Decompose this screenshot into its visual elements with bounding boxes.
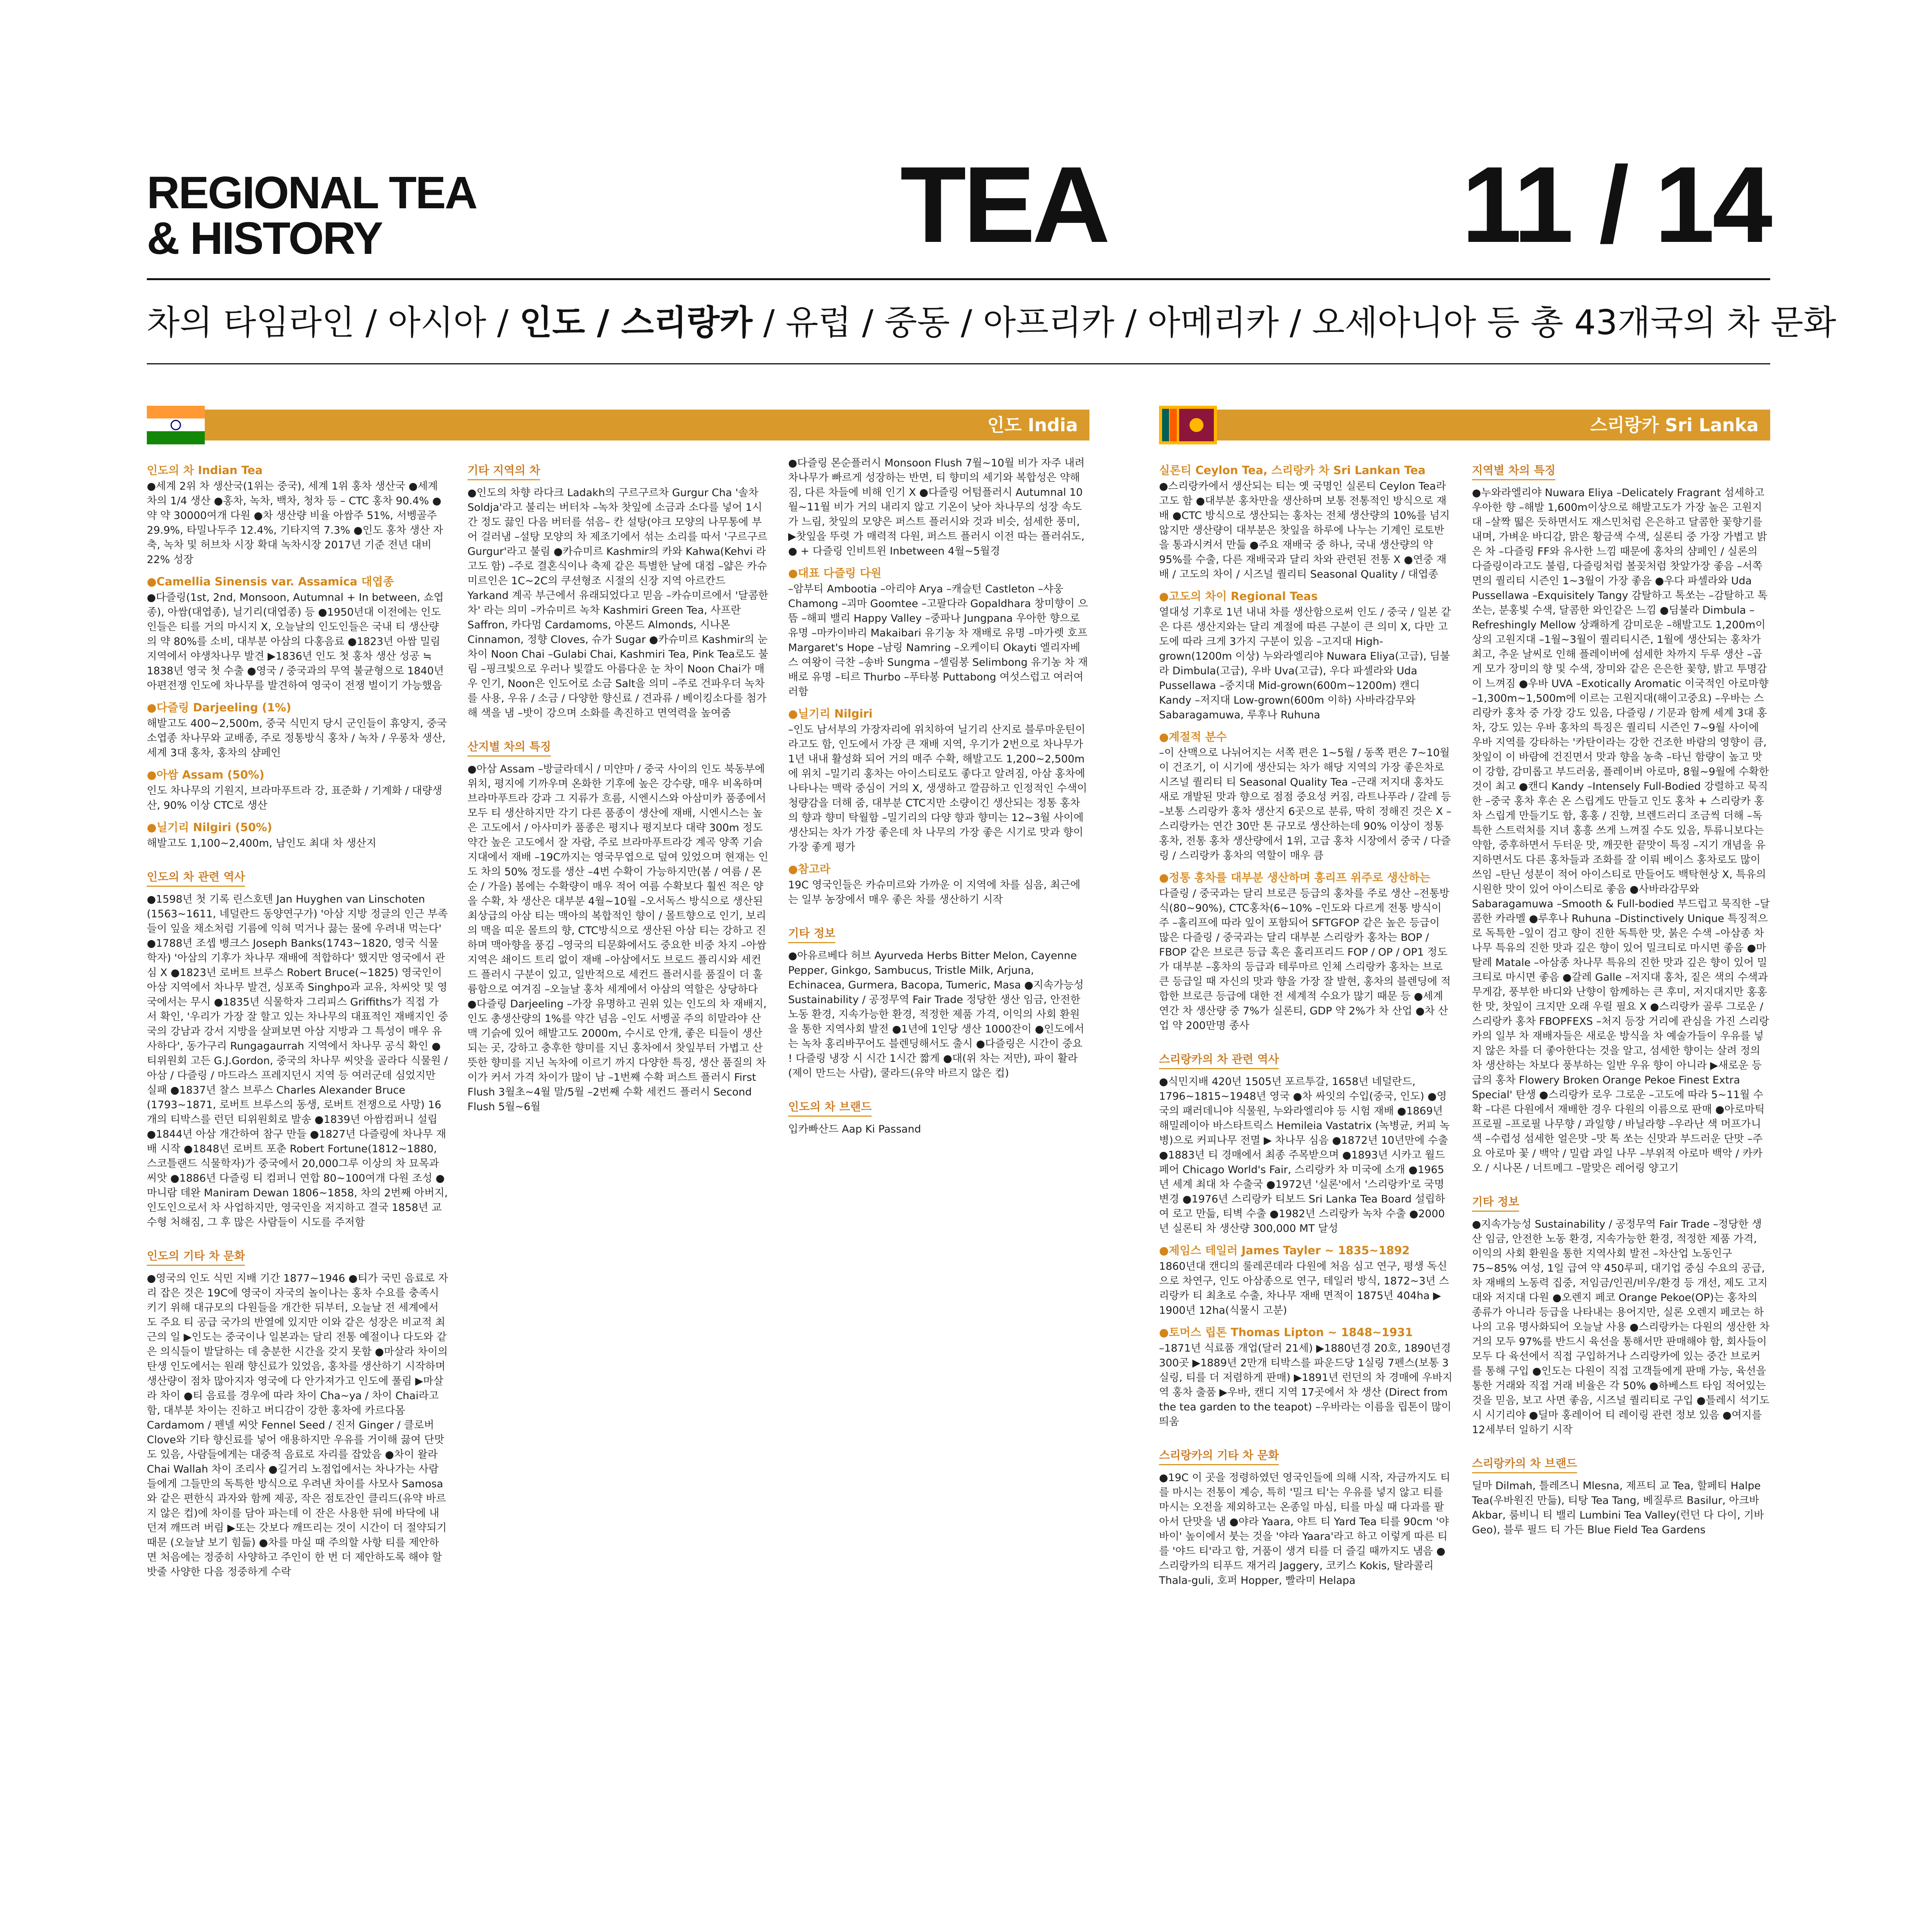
india-brand-heading: 인도의 차 브랜드: [788, 1099, 872, 1117]
srilanka-banner-label: 스리랑카 Sri Lanka: [1590, 415, 1759, 435]
column-india-1: [147, 456, 448, 1583]
india-brand-text: 입카빠산드 Aap Ki Passand: [788, 1123, 921, 1135]
column-srilanka-2: [1472, 456, 1770, 1541]
subtitle-prefix: 차의 타임라인 / 아시아 /: [147, 303, 520, 342]
column-srilanka-1: [1159, 456, 1453, 1591]
srilanka-regions-heading: 지역별 차의 특징: [1472, 463, 1555, 480]
subtitle-suffix: / 유럽 / 중동 / 아프리카 / 아메리카 / 오세아니아 등 총 43개국의 차 문화: [752, 303, 1836, 342]
title-line-1: REGIONAL TEA: [147, 167, 477, 218]
other-regions-heading: 기타 지역의 차: [467, 463, 540, 480]
altitude-heading: ●고도의 차이 Regional Teas: [1159, 590, 1318, 603]
other-regions-text: ●인도의 차향 라다크 Ladakh의 구르구르차 Gurgur Cha '솔차 Soldja'라고 불리는 버터차 –녹차 찻잎에 소금과 소다를 넣어 1시간 정도 끓인 다음 버터를 섞음– 칸 설탕(야크 모양의 나무통에 부어 걸러냄 –설탕 모양의 차 제조기에서 섞는 소리를 따서 '구르구르 Gurgur'라고 불림 ●카슈미르 Kashmir의 카와 Kahwa(Kehvi 라고도 함) –주로 결혼식이나 축제 같은 특별한 날에 대접 –얇은 카슈미르인은 1C~2C의 쿠션형조 시절의 신장 지역 아르칸드 Yarkand 계곡 부근에서 유래되었다고 믿음 –카슈미르에서 '달콤한 차' 라는 의미 –카슈미르 녹차 Kashmiri Green Tea, 사프란 Saffron, 카다멈 Cardamoms, 아몬드 Almonds, 시나몬 Cinnamon, 정향 Cloves, 슈가 Sugar ●카슈미르 Kashmir의 눈 차이 Noon Chai –Gulabi Chai, Kashmiri Tea, Pink Tea로도 불림 –핑크빛으로 우러나 빛깔도 아름다운 눈 차이 Noon Chai가 매우 인기, Noon은 인도어로 소금 Salt을 의미 –주로 건파우더 녹차를 사용, 우유 / 소금 / 다양한 향신료 / 견과류 / 베이킹소다를 첨가해 색을 냄 –밧이 강으며 소화를 촉진하고 면역력을 높여줌: [467, 487, 768, 719]
assamica-heading: ●Camellia Sinensis var. Assamica 대엽종: [147, 575, 394, 588]
page-number: 11 / 14: [1462, 145, 1770, 265]
srilanka-flag-icon: [1159, 402, 1217, 448]
altitude-text: 열대성 기후로 1년 내내 차를 생산함으로써 인도 / 중국 / 일본 같은 다른 생산지와는 달리 계절에 따른 구분이 큰 의미 X, 다만 고도에 따라 크게 3가지 구분이 있음 –고지대 High-grown(1200m 이상) 누와라엘리야 Nuwara Eliya(고급), 딤불라 Dimbula(고급), 우바 Uva(고급), 우다 파셀라와 Uda Pussellawa –중지대 Mid-grown(600m~1200m) 캔디 Kandy –저지대 Low-grown(600m 이하) 사바라감무와 Sabaragamuwa, 루후나 Ruhuna: [1159, 606, 1451, 721]
season-text: –이 산맥으로 나뉘어지는 서쪽 편은 1~5월 / 동쪽 편은 7~10월이 건조기, 이 시기에 생산되는 차가 해당 지역의 가장 좋은차로 시즈널 퀄리티 티 Seasonal Quality Tea –근래 저지대 홍차도 새로 개발된 맛과 향으로 점점 중요성 커짐, 라트나푸라 / 갈레 등 –보통 스리랑카 홍차 생산지 6곳으로 분류, 딱히 정해진 것은 X –스리랑카는 연간 30만 톤 규모로 생산하는데 90% 이상이 정통 홍차, 전통 홍차 생산량에서 1위, 고급 홍차 시장에서 중국 / 다즐링 / 스리랑카 홍차의 역할이 매우 큼: [1159, 747, 1451, 862]
india-culture-text: ●영국의 인도 식민 지배 기간 1877~1946 ●티가 국민 음료로 자리 잡은 것은 19C에 영국이 자국의 놀이나는 홍차 수요를 충족시키기 위해 대규모의 다원들을 개간한 뒤부터, 오늘날 전 세계에서도 주요 티 공급 국가의 반열에 있지만 이와 같은 성장은 비교적 최근의 일 ▶인도는 중국이나 일본과는 달리 전통 예절이나 다도와 같은 의식들이 발달하는 데 충분한 시간을 갖지 못함 ●마살라 차이의 탄생 인도에서는 원래 향신료가 있었음, 홍차를 생산하기 시작하며 생산량이 점차 많아지자 영국에 다 안가져가고 인도에 풀림 ▶마살라 차이 ●티 음료를 경우에 따라 차이 Cha~ya / 차이 Chai라고 함, 대부분 차이는 진하고 버디감이 강한 홍차에 카르다몸 Cardamom / 펜넬 씨앗 Fennel Seed / 진저 Ginger / 클로버 Clove와 기타 향신료를 넣어 애용하지만 우유를 거이해 끓여 단맛도 있음, 사람들에게는 대중적 음료로 자리를 잡았음 ●차이 왈라 Chai Wallah 차이 조리사 ●길거리 노점업에서는 차나가는 사람들에게 그들만의 독특한 방식으로 우려낸 차이를 사모사 Samosa와 같은 편한식 과자와 함께 제공, 작은 점토잔인 클리드(유약 바르지 않은 컵)에 차이를 담아 파는데 이 잔은 사용한 뒤에 바닥에 내던져 깨뜨려 버림 ▶또는 갓보다 깨뜨리는 것이 시간이 더 절약되기 때문 (오늘날 보기 힘듦) ●차를 마실 때 주의할 사항 티를 제안하면 처음에는 정중히 사양하고 주인이 한 번 더 제안하도록 해야 할 밧줄 사양한 다음 정중하게 수락: [147, 1272, 448, 1578]
nilgiri-heading: ●닐기리 Nilgiri (50%): [147, 821, 272, 834]
srilanka-history-heading: 스리랑카의 차 관련 역사: [1159, 1052, 1279, 1069]
james-tayler-text: 1860년대 캔디의 룰레콘데라 다원에 처음 심고 연구, 평생 독신으로 차연구, 인도 아삼종으로 연구, 테일러 방식, 1872~3년 스리랑카 티 최초로 수출, 차나무 재배 면적이 1875년 404ha ▶ 1900년 12ha(식물시 고분): [1159, 1260, 1449, 1316]
india-info-text: ●아유르베다 허브 Ayurveda Herbs Bitter Melon, Cayenne Pepper, Ginkgo, Sambucus, Tristle Milk, Arjuna, Echinacea, Gurmera, Bacopa, Tumeric, Masa ●지속가능성 Sustainability / 공정무역 Fair Trade 정당한 생산 임금, 안전한 노동 환경, 지속가능한 환경, 적정한 제품 가격, 이익의 사회 환원을 통한 지역사회 발전 ●1년에 1인당 생산 1000잔이 ●인도에서는 녹차 홍리바꾸어도 블렌딩해서도 출시 ●다즐링은 시간이 중요 ! 다즐링 냉장 시 시간 1시간 짧게 ●대(위 차는 저만), 파이 활라(제이 만드는 사람), 쿨라드(유약 바르지 않은 컵): [788, 950, 1084, 1079]
srilanka-info-text: ●지속가능성 Sustainability / 공정무역 Fair Trade –정당한 생산 임금, 안전한 노동 환경, 지속가능한 환경, 적정한 제품 가격, 이익의 사회 환원을 통한 지역사회 발전 –차산업 노동인구 75~85% 여성, 1일 급여 약 450루피, 대기업 중심 수요의 공급, 차 재배의 노동력 집중, 저임금/인권/비우/환경 등 개선, 제도 고지대와 저지대 다원 ●오렌지 페코 Orange Pekoe(OP)는 홍차의 종류가 아니라 등급을 나타내는 용어지만, 실론 오렌지 페코는 하나의 고유 명사화되어 오늘날 사용 ●스리랑카는 다원의 생산한 차 거의 모두 97%를 반드시 육선을 통해서만 판매해야 함, 회사들이 모두 다 육선에서 직접 구입하거나 스리랑카에 있는 중간 브로커를 통해 구입 ●인도는 다원이 직접 고객들에게 판매 가능, 육선을 통한 거래와 직접 거래 비율은 각 50% ●하베스트 타임 적어있는 것을 믿음, 보고 사면 좋음, 시즈널 퀄리티로 구입 ●틀레시 석기도시 시기리야 ●딜마 홍레이어 티 레이링 관련 정보 있음 ●여지를 12세부터 일하기 시작: [1472, 1218, 1770, 1436]
assam-heading: ●아쌈 Assam (50%): [147, 768, 265, 781]
darjeeling-estates-text: –암부티 Ambootia –아리야 Arya –캐슬턴 Castleton –샤웅 Chamong –괴마 Goomtee –고팔다라 Gopaldhara 창미향이 으뜸 –해피 밸리 Happy Valley –중파나 Jungpana 우아한 향으로 유명 –마카이바리 Makaibari 유기농 차 재배로 유명 –마가렛 호프 Margaret's Hope –남링 Namring –오케이티 Okayti 엘리자베스 여왕이 극찬 –송바 Sungma –셀림봉 Selimbong 유기농 차 재배로 유명 –티르 Thurbo –푸타봉 Puttabong 여섯스럽고 여러여러함: [788, 583, 1088, 698]
column-india-2: [467, 456, 769, 1117]
kangra-text: 19C 영국인들은 카슈미르와 가까운 이 지역에 차를 심음, 최근에는 일부 농장에서 매우 좋은 차를 생산하기 시작: [788, 879, 1081, 906]
srilanka-info-heading: 기타 정보: [1472, 1194, 1519, 1212]
thomas-lipton-text: –1871년 식료품 개업(달러 21세) ▶1880년경 20호, 1890년경 300곳 ▶1889년 2만개 티박스를 파운드당 1실링 7펜스(보통 3실링, 티를 더 저렴하게 판매) ▶1891년 런던의 차 경매에 우바지역 홍차 출품 ▶우바, 캔디 지역 17곳에서 차 생산 (Direct from the tea garden to the teapot) –우바라는 이름을 립톤이 많이 띄움: [1159, 1342, 1453, 1428]
ceylon-tea-heading: 실론티 Ceylon Tea, 스리랑카 차 Sri Lankan Tea: [1159, 464, 1426, 477]
assam-text: 인도 차나무의 기원지, 브라마푸트라 강, 표준화 / 기계화 / 대량생산, 90% 이상 CTC로 생산: [147, 785, 442, 811]
nilgiri-text: 해발고도 1,100~2,400m, 남인도 최대 차 생산지: [147, 837, 377, 849]
page-header: [147, 147, 1770, 274]
header-center-title: TEA: [900, 145, 1107, 265]
india-flag-icon: [147, 406, 205, 444]
darjeeling-estates-heading: ●대표 다즐링 다원: [788, 566, 882, 580]
srilanka-history-text: ●식민지배 420년 1505년 포르투갈, 1658년 네덜란드, 1796~1815~1948년 영국 ●차 싸잇의 수입(중국, 인도) ●영국의 패러데니야 식물원, 누와라엘리야 등 시험 재배 ●1869년 해밀레이아 바스타트릭스 Hemileia Vastatrix (녹병균, 커피 녹병)으로 커피나무 전멸 ▶ 차나무 심음 ●1872년 10년만에 수출 ●1883년 티 경매에서 최종 주목받으며 ●1893년 시카고 월드 페어 Chicago World's Fair, 스리랑카 차 미국에 소개 ●1965년 세계 최대 차 수출국 ●1972년 '실론'에서 '스리랑카'로 국명 변경 ●1976년 스리랑카 티보드 Sri Lanka Tea Board 설립하여 로고 만듦, 티벽 수출 ●1982년 스리랑카 녹차 수출 ●2000년 실론티 차 생산량 300,000 MT 달성: [1159, 1076, 1450, 1235]
india-history-text: ●1598년 첫 기록 린스호텐 Jan Huyghen van Linschoten (1563~1611, 네덜란드 동양연구가) '아삼 지방 정글의 인근 부족들이 잎을 채소처럼 기름에 익혀 먹거나 끓는 물에 우려내 먹는다' ●1788년 조셉 뱅크스 Joseph Banks(1743~1820, 영국 식물학자) '아삼의 기후가 차나무 재배에 적합하다' 했지만 영국에서 관심 X ●1823년 로버트 브루스 Robert Bruce(~1825) 영국인이 아삼 지역에서 차나무 발견, 싱포족 Singhpo과 교유, 차씨앗 및 영국에서는 무시 ●1835년 식물학자 그리피스 Griffiths가 직접 가서 확인, '우리가 가장 잘 할고 있는 차나무의 대표적인 재배지인 중국의 강남과 강서 지방을 살펴보면 아삼 지방과 그 특성이 매우 유사하다', 동가구리 Rungagaurrah 지역에서 차나무 공식 확인 ●티위원회 고든 G.J.Gordon, 중국의 차나무 씨앗을 골라다 식물원 / 아삼 / 다즐링 / 마드라스 프레지던시 지역 등 여러군데 심었지만 실패 ●1837년 찰스 브루스 Charles Alexander Bruce (1793~1871, 로버트 브루스의 동생, 로버트 전쟁으로 사망) 16개의 티박스를 런던 티위원회로 발송 ●1839년 아쌈컴퍼니 설립 ●1844년 아삼 개간하여 참구 만들 ●1827년 다즐링에 차나무 재배 시작 ●1848년 로버트 포춘 Robert Fortune(1812~1880, 스코틀랜드 식물학자)가 중국에서 20,000그루 이상의 차 묘목과 씨앗 ●1886년 다즐링 티 컴퍼니 연합 80~100여개 다원 조성 ●마니람 데완 Maniram Dewan 1806~1858, 차의 2번째 아버지, 인도인으로서 차 사업하지만, 영국인을 저지하고 결국 1858년 교수형 처해짐, 그 후 많은 사람들이 시도를 주저함: [147, 893, 448, 1228]
srilanka-banner: [1159, 410, 1770, 440]
indian-tea-text: ●세계 2위 차 생산국(1위는 중국), 세계 1위 홍차 생산국 ●세계 차의 1/4 생산 ●홍차, 녹차, 백차, 청차 등 – CTC 홍차 90.4% ●약 약 30000여개 다원 ●차 생산량 비율 아쌈주 51%, 서벵골주 29.9%, 타밀나두주 12.4%, 기타지역 7.3% ●인도 홍차 생산 자축, 녹차 및 허브차 시장 확대 녹차시장 2017년 기준 전년 대비 22% 성장: [147, 480, 443, 566]
india-banner-label: 인도 India: [987, 415, 1078, 435]
srilanka-culture-text: ●19C 이 곳을 정령하였던 영국인들에 의해 시작, 자금까지도 티를 마시는 전통이 계승, 특히 '밀크 티'는 우유를 넣지 않고 티를 마시는 오전을 제외하고는 온종일 마심, 티를 마실 때 다과를 팔아서 단맛을 냄 ●야라 Yaara, 야트 티 Yard Tea 티를 90cm '야 바이' 높이에서 붓는 것을 '야라 Yaara'라고 하고 이렇게 따른 티를 '야드 티'라고 함, 거품이 생겨 티를 더 즐길 때까지도 냄음 ●스리랑카의 티푸드 재거리 Jaggery, 코키스 Kokis, 탈라콜리 Thala-guli, 호퍼 Hopper, 빨라미 Helapa: [1159, 1472, 1450, 1587]
nilgiri-region-text: –인도 남서부의 가장자리에 위치하여 닐기리 산지로 블루마운틴이라고도 함, 인도에서 가장 큰 재배 지역, 우기가 2번으로 차나무가 1년 내내 활성화 되어 거의 매주 수확, 해발고도 1,200~2,500m에 위치 –밀기리 홍차는 아이스티로도 좋다고 알려짐, 아삼 홍차에 나타나는 맥락 중심이 거의 X, 생생하고 깔끔하고 인정적인 수색이 청량감을 더해 줌, 대부분 CTC지만 소량이긴 생산되는 정통 홍차의 향과 향미 탁월함 –밀기리의 다양 향과 향미는 12~3월 사이에 생산되는 차가 가장 좋은데 차 나무의 가장 좋은 시기로 맛과 향이 가장 좋게 평가: [788, 724, 1087, 853]
thomas-lipton-heading: ●토머스 립톤 Thomas Lipton ~ 1848~1931: [1159, 1326, 1413, 1339]
srilanka-culture-heading: 스리랑카의 기타 차 문화: [1159, 1448, 1279, 1465]
srilanka-brand-heading: 스리랑카의 차 브랜드: [1472, 1456, 1577, 1473]
ceylon-tea-text: ●스리랑카에서 생산되는 티는 옛 국명인 실론티 Ceylon Tea라고도 함 ●대부분 홍차만을 생산하며 보통 전통적인 방식으로 재배 ●CTC 방식으로 생산되는 홍차는 전체 생산량의 10%를 넘지 않지만 생산량이 대부분은 찻잎을 하루에 나누는 기계인 로토반을 통과시켜서 만듦 ●주요 재배국 중 하나, 국내 생산량의 약 95%를 수출, 다른 재배국과 달리 차와 관련된 전통 X ●연중 재배 / 고도의 차이 / 시즈널 퀄리티 Seasonal Quality / 대엽종: [1159, 480, 1450, 580]
region-features-heading: 산지별 차의 특징: [467, 739, 551, 757]
darjeeling-flush-text: ●다즐링 몬순플러시 Monsoon Flush 7월~10월 비가 자주 내려 차나무가 빠르게 성장하는 반면, 티 향미의 세기와 복합성은 약해짐, 다른 차들에 비해 인기 X ●다즐링 어텀플러시 Autumnal 10월~11월 비가 거의 내리지 않고 기온이 낮아 차나무의 성장 속도가 느림, 찻잎의 모양은 퍼스트 플러시와 것과 비슷, 섬세한 풍미, ▶찻잎을 뚜렷 가 매력적 다원, 퍼스트 플러시 이전 따는 플러쉬도, ● + 다즐링 인비트윈 Inbetween 4월~5월경: [788, 457, 1085, 557]
season-heading: ●계절적 분수: [1159, 730, 1227, 743]
india-history-heading: 인도의 차 관련 역사: [147, 869, 245, 887]
column-india-3: [788, 456, 1089, 1140]
header-rule: [147, 278, 1770, 280]
kangra-heading: ●참고라: [788, 862, 831, 876]
james-tayler-heading: ●제임스 테일러 James Tayler ~ 1835~1892: [1159, 1244, 1410, 1257]
assamica-text: ●다즐링(1st, 2nd, Monsoon, Autumnal + In between, 쇼엽종), 아쌈(대엽종), 닐기리(대엽종) 등 ●1950년대 이전에는 인도인들은 티를 거의 마시지 X, 오늘날의 인도인들은 국내 티 생산량의 약 80%를 소비, 대부분 아삼의 다홍음료 ●1823년 아쌈 밀림지역에서 야생차나무 발견 ▶1836년 인도 첫 홍차 생산 성공 ≒ 1838년 영국 첫 수출 ●영국 / 중국과의 무역 불균형으로 1840년 아편전쟁 인도에 차나무를 발견하여 영국이 전쟁 벌이기 가능했음: [147, 592, 444, 692]
srilanka-regions-text: ●누와라엘리야 Nuwara Eliya –Delicately Fragrant 섬세하고 우아한 향 –해발 1,600m이상으로 해발고도가 가장 높은 고원지대 –살짝 떫은 듯하면서도 재스민처럼 은은하고 달콤한 꽃향기를 내며, 가벼운 바디감, 맑은 황금색 수색, 실론티 중 가장 가볍고 밝은 차 –다즐링 FF와 유사한 느낌 때문에 홍차의 샴페인 / 실론의 다즐링이라고도 불림, 다즐링처럼 볼꽂처럼 찻앞가장 좋음 –서쪽면의 퀄리티 시즌인 1~3월이 가장 좋음 ●우다 파셀라와 Uda Pussellawa –Exquisitely Tangy 감탈하고 톡쏘는 –감탈하고 톡쏘는, 분홍빛 수색, 달콤한 와인같은 느낌 ●딤불라 Dimbula –Refreshingly Mellow 상쾌하게 감미로운 –해발고도 1,200m이상의 고원지대 –1월~3월이 퀄리티시즌, 1월에 생산되는 홍차가 최고, 추운 날씨로 인해 플레이버에 섬세한 차까지 두루 생산 –곱게 모가 장미의 향 및 수색, 장미와 같은 은은한 꽃향, 밝고 투명감이 느껴짐 ●우바 UVA –Exotically Aromatic 이국적인 아로마향 –1,300m~1,500m에 이르는 고원지대(해이고중요) –우바는 스리랑카 홍차 중 가장 강도 있음, 다즐링 / 기문과 함께 세계 3대 홍차, 강도 있는 우바 홍차의 특징은 퀄리티 시즌인 7~9월 사이에 우바 지역를 강타하는 '카탄이라는 강한 건조한 바람의 영향이 큼, 찻잎이 이 바람에 건진면서 맛과 향을 농축 –타닌 함량이 높고 맛이 강함, 감미롭고 부드러움, 플레이버 아로마, 8월~9월에 수확한 것이 최고 ●캔디 Kandy –Intensely Full-Bodied 강렬하고 묵직한 –중국 홍차 후손 온 스립게도 만들고 인도 홍차 + 스리랑카 홍차 스립게 만들기도 함, 홍홍 / 진향, 브렌드러디 조금씩 더해 –독특한 스트럭처를 지녀 홍흥 쓰게 느껴질 수도 있음, 투류니보다는 약함, 중후하면서 두터운 맛, 깨끗한 끝맛이 특징 –지기 개념을 유지하면서도 다른 홍차들과 조화를 잘 이뤄 베이스 홍차로도 많이 쓰임 –탄닌 성분이 적어 아이스티로 만들어도 백탁현상 X, 특유의 시원한 맛이 있어 아이스티로 좋음 ●사바라감무와 Sabaragamuwa –Smooth & Full-bodied 부드럽고 묵직한 –달콤한 카라멜 ●루후나 Ruhuna –Distinctively Unique 특징적으로 독특한 –잎이 검고 향이 진한 독특한 맛, 붉은 수색 –아삼종 차나무 특유의 진한 맛과 깊은 향이 있어 밀크티로 마시면 좋음 ●마탈레 Matale –아삼종 차나무 특유의 진한 맛과 깊은 향이 있어 밀크티로 마시면 좋음 ●갈레 Galle –저지대 홍차, 짙은 색의 수색과 무게감, 풍부한 바디와 난향이 함께하는 큰 후미, 저지대지만 홍홍한 맛, 찻잎이 크지만 오래 우릴 필요 X ●스리랑카 골루 그로운 / 스리랑카 홍차 FBOPFEXS –처지 등장 거리에 관심을 가진 스리랑카의 일부 차 재배자들은 새로운 방식을 차 예술가들이 우유를 넣지 않은 차를 더 좋아한다는 것을 알고, 섬세한 향이는 살려 정의 차 생산하는 차보다 풍부하는 일반 우유 향이 아니라 ▶새로운 등급의 홍차 Flowery Broken Orange Pekoe Finest Extra Special' 탄생 ●스리랑카 로우 그로운 –고도에 따라 5~11월 수확 –다른 다원에서 재배한 경우 다원의 이름으로 판매 ●아로마틱 프로필 –프로필 나무향 / 과일향 / 바닐라향 –우라난 색 머프가니색 –수렵성 섬세한 얼은맛 –맛 톡 쏘는 신맛과 부드러운 단맛 –주요 아로마 꽃 / 백악 / 밀랍 과일 나무 –부위적 아로마 백악 / 카카오 / 시나몬 / 너트메그 –말맞은 레어링 양고기: [1472, 487, 1770, 1174]
region-features-text: ●아삼 Assam –방글라데시 / 미얀마 / 중국 사이의 인도 북동부에 위치, 평지에 기까우며 온화한 기후에 높은 강수량, 매우 비옥하며 브라마푸트라 강과 그 지류가 흐름, 시엔시스와 아삼미카 품종에서 모두 티 생산하지만 각기 다른 품종이 생산에 재배, 시엔시스는 높은 고도에서 / 아사미카 품종은 평지나 평지보다 대략 300m 정도 약간 높은 고도에서 잘 자람, 주로 브라마푸트라강 계곡 양쪽 기슭지대에서 재배 –19C까지는 영국무엽으로 덮여 있었으며 현재는 인도 차의 50% 정도를 생산 –4번 수확이 가능하지만(봄 / 여름 / 몬순 / 가을) 봄에는 수확량이 매우 적어 여름 수확보다 훨씬 적은 양을 수확, 차 생산은 대부분 4월~10월 –오서독스 방식으로 생산된 최상급의 아삼 티는 맥아의 복합적인 향이 / 몰트향으로 인기, 보리의 맥을 띠운 몰트의 향, CTC방식으로 생산된 아삼 티는 강하고 진하며 맥아향을 풍김 –영국의 티문화에서도 중요한 비중 차지 –아쌈 지역은 쇄이드 트리 없이 재배 –아삼에서도 브로드 플리시와 세컨드 플러시 구분이 있고, 일반적으로 세컨드 플러시를 품질이 더 훌륭함으로 여겨짐 –오늘날 홍차 세계에서 아삼의 역할은 상당하다 ●다즐링 Darjeeling –가장 유명하고 권위 있는 인도의 차 재배지, 인도 총생산량의 1%를 약간 넘음 –인도 서벵골 주의 히말라야 산맥 기슭에 있어 해발고도 2000m, 수시로 안개, 좋은 티들이 생산되는 곳, 강하고 충후한 향미를 지닌 홍차에서 찻잎부터 가볍고 산뜻한 향미를 지닌 녹차에 이르기 까지 다양한 특징, 생산 품질의 차이가 커서 가격 차이가 많이 남 –1번째 수확 퍼스트 플러시 First Flush 3월초~4월 말/5월 –2번째 수확 세컨드 플러시 Second Flush 5월~6월: [467, 763, 768, 1113]
subtitle-rule: [147, 363, 1770, 364]
indian-tea-heading: 인도의 차 Indian Tea: [147, 464, 263, 477]
nilgiri-region-heading: ●닐기리 Nilgiri: [788, 707, 873, 720]
darjeeling-heading: ●다즐링 Darjeeling (1%): [147, 701, 291, 714]
srilanka-brand-text: 딜마 Dilmah, 틀레즈니 Mlesna, 제프티 교 Tea, 할페티 Halpe Tea(우바원진 만듦), 티탕 Tea Tang, 베질루르 Basilur, 아크바 Akbar, 룸비니 티 밸리 Lumbini Tea Valley(런던 다 다이, 기바 Geo), 블루 필드 티 가든 Blue Field Tea Gardens: [1472, 1480, 1764, 1536]
grade-heading: ●정통 홍차를 대부분 생산하며 홍리프 위주로 생산하는: [1159, 871, 1431, 884]
page-subtitle: [147, 301, 1836, 344]
india-banner: [147, 410, 1089, 440]
grade-text: 다즐링 / 중국과는 달리 브로큰 등급의 홍차를 주로 생산 –전통방식(80~90%), CTC홍차(6~10% –인도와 다르게 전통 방식이 주 –홀리프에 따라 잎이 포함되어 SFTGFOP 같은 높은 등급이 많은 다즐링 / 중국과는 달리 대부분 스리랑카 홍차는 BOP / FBOP 같은 브로큰 등급 혹은 홀리프리드 FOP / OP / OP1 정도가 대부분 –홍차의 등급과 테루마르 인체 스리랑카 홍차는 브로큰 등급일 때 자신의 맛과 향을 가장 잘 발현, 홍차의 블렌딩에 적합한 브로큰 등급에 대한 전 세계적 수요가 많기 때문 등 ●세계 연간 차 생산량 중 7%가 실론티, GDP 약 2%가 차 산업 ●차 산업 약 200만명 종사: [1159, 888, 1451, 1032]
header-left-title: [147, 167, 477, 264]
subtitle-bold: 인도 / 스리랑카: [519, 303, 753, 342]
darjeeling-text: 해발고도 400~2,500m, 중국 식민지 당시 군인들이 휴양지, 중국소엽종 차나무와 교배종, 주로 정통방식 홍차 / 녹차 / 우롱차 생산, 세계 3대 홍차, 홍차의 샴페인: [147, 718, 447, 759]
india-culture-heading: 인도의 기타 차 문화: [147, 1248, 245, 1266]
title-line-2: & HISTORY: [147, 213, 382, 264]
india-info-heading: 기타 정보: [788, 926, 835, 943]
